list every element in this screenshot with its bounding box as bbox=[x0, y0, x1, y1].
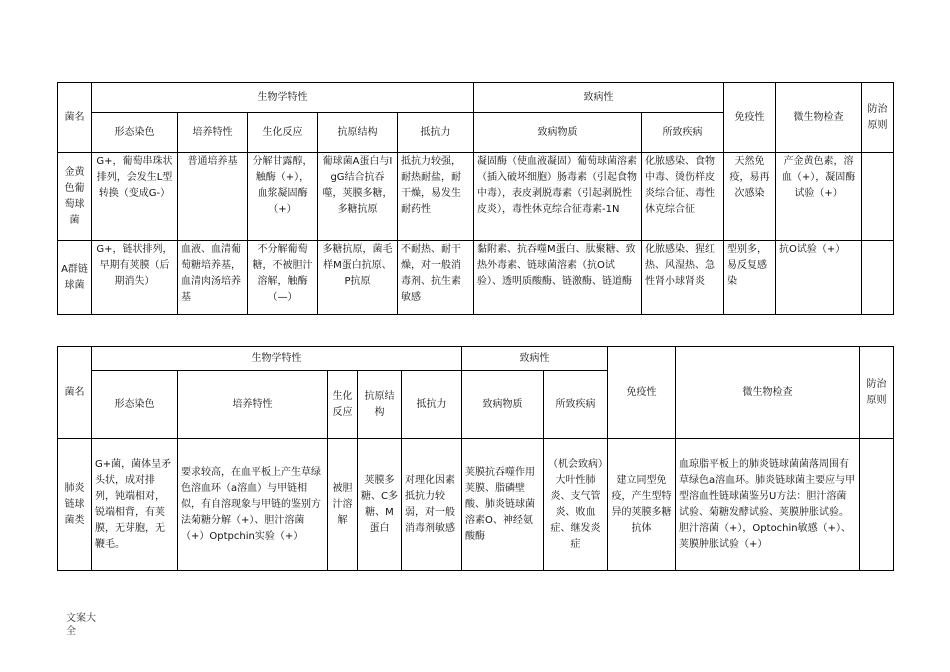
header-stain: 形态染色 bbox=[92, 113, 178, 153]
header-substance: 致病物质 bbox=[462, 371, 544, 439]
cell-culture: 普通培养基 bbox=[178, 153, 248, 241]
cell-stain: G+，链状排列，早期有荚膜（后期消失） bbox=[92, 241, 178, 315]
cell-substance: 黏附素、抗吞噬M蛋白、肽聚糖、致热外毒素、链球菌溶素（抗O试验）、透明质酸酶、链激酶、链道酶 bbox=[474, 241, 642, 315]
cell-biochem: 被胆汁溶解 bbox=[328, 439, 358, 571]
cell-name: 肺炎链球菌类 bbox=[58, 439, 92, 571]
table-row bbox=[58, 241, 894, 315]
header-bio: 生物学特性 bbox=[92, 347, 462, 371]
cell-biochem: 不分解葡萄糖，不被胆汁溶解，触酶（—） bbox=[248, 241, 318, 315]
header-culture: 培养特性 bbox=[178, 113, 248, 153]
cell-prevent bbox=[862, 241, 894, 315]
header-name: 菌名 bbox=[58, 347, 92, 439]
cell-culture: 血液、血清葡萄糖培养基，血清肉汤培养基 bbox=[178, 241, 248, 315]
cell-resist: 对理化因素抵抗力较弱，对一般消毒剂敏感 bbox=[402, 439, 462, 571]
header-bio: 生物学特性 bbox=[92, 83, 474, 113]
cell-immunity: 型别多，易反复感染 bbox=[724, 241, 776, 315]
table-row bbox=[58, 439, 894, 571]
cell-prevent bbox=[862, 153, 894, 241]
cell-disease: （机会致病）大叶性肺炎、支气管炎、败血症、继发炎症 bbox=[544, 439, 608, 571]
cell-micro: 抗O试验（+） bbox=[776, 241, 862, 315]
header-culture: 培养特性 bbox=[178, 371, 328, 439]
footer-watermark: 文案大全 bbox=[66, 613, 96, 637]
header-substance: 致病物质 bbox=[474, 113, 642, 153]
cell-disease: 化脓感染、食物中毒、烫伤样皮炎综合征、毒性休克综合征 bbox=[642, 153, 724, 241]
header-micro: 微生物检查 bbox=[676, 347, 860, 439]
header-antigen: 抗原结构 bbox=[318, 113, 398, 153]
table-row bbox=[58, 153, 894, 241]
header-biochem: 生化反应 bbox=[328, 371, 358, 439]
header-resist: 抵抗力 bbox=[398, 113, 474, 153]
table-staph-strep bbox=[57, 82, 894, 315]
header-immunity: 免疫性 bbox=[608, 347, 676, 439]
cell-name: 金黄色葡萄球菌 bbox=[58, 153, 92, 241]
cell-biochem: 分解甘露醇，触酶（+），血浆凝固酶（+） bbox=[248, 153, 318, 241]
cell-culture: 要求较高，在血平板上产生草绿色溶血环（a溶血）与甲链相似，有自溶现象与甲链的鉴别方法菊糖分解（+）、胆汁溶菌（+）Optpchin实验（+） bbox=[178, 439, 328, 571]
cell-antigen: 荚膜多糖、C多糖、M蛋白 bbox=[358, 439, 402, 571]
cell-antigen: 多糖抗原，菌毛样M蛋白抗原、P抗原 bbox=[318, 241, 398, 315]
header-biochem: 生化反应 bbox=[248, 113, 318, 153]
cell-substance: 凝固酶（使血液凝固）葡萄球菌溶素（插入破坏细胞）肠毒素（引起食物中毒），表皮剥脱毒素（引起剥脱性皮炎），毒性休克综合征毒素-1N bbox=[474, 153, 642, 241]
header-path: 致病性 bbox=[462, 347, 608, 371]
header-antigen: 抗原结构 bbox=[358, 371, 402, 439]
header-disease: 所致疾病 bbox=[642, 113, 724, 153]
cell-resist: 不耐热、耐干燥，对一般消毒剂、抗生素敏感 bbox=[398, 241, 474, 315]
cell-disease: 化脓感染、猩红热、风湿热、急性肾小球肾炎 bbox=[642, 241, 724, 315]
header-prevent: 防治原则 bbox=[862, 83, 894, 153]
cell-stain: G+菌，菌体呈矛头状，成对排列，钝端相对，锐端相背，有荚膜，无芽胞，无鞭毛。 bbox=[92, 439, 178, 571]
cell-resist: 抵抗力较强，耐热耐盐，耐干燥，易发生耐药性 bbox=[398, 153, 474, 241]
cell-antigen: 葡球菌A蛋白与IgG结合抗吞噬，荚膜多糖，多糖抗原 bbox=[318, 153, 398, 241]
header-stain: 形态染色 bbox=[92, 371, 178, 439]
cell-micro: 产金黄色素，溶血（+），凝固酶试验（+） bbox=[776, 153, 862, 241]
cell-micro: 血琼脂平板上的肺炎链球菌菌落周围有草绿色a溶血环。肺炎链球菌主要应与甲型溶血性链球菌鉴另U方法：胆汁溶菌试验、菊糖发酵试验、荚膜肿胀试验。胆汁溶菌（+），Optochin敏感（+）、荚膜肿胀试验（+） bbox=[676, 439, 860, 571]
cell-stain: G+，葡萄串珠状排列，会发生L型转换（变成G-） bbox=[92, 153, 178, 241]
table-pneumococcus bbox=[57, 346, 894, 571]
cell-name: A群链球菌 bbox=[58, 241, 92, 315]
header-resist: 抵抗力 bbox=[402, 371, 462, 439]
cell-immunity: 建立同型免疫，产生型特异的荚膜多糖抗体 bbox=[608, 439, 676, 571]
header-path: 致病性 bbox=[474, 83, 724, 113]
header-prevent: 防治原则 bbox=[860, 347, 894, 439]
cell-immunity: 天然免疫，易再次感染 bbox=[724, 153, 776, 241]
header-disease: 所致疾病 bbox=[544, 371, 608, 439]
header-name: 菌名 bbox=[58, 83, 92, 153]
header-micro: 微生物检查 bbox=[776, 83, 862, 153]
cell-prevent bbox=[860, 439, 894, 571]
cell-substance: 荚膜抗吞噬作用荚膜、脂磷壁酸、肺炎链球菌溶素O、神经氨酸酶 bbox=[462, 439, 544, 571]
header-immunity: 免疫性 bbox=[724, 83, 776, 153]
